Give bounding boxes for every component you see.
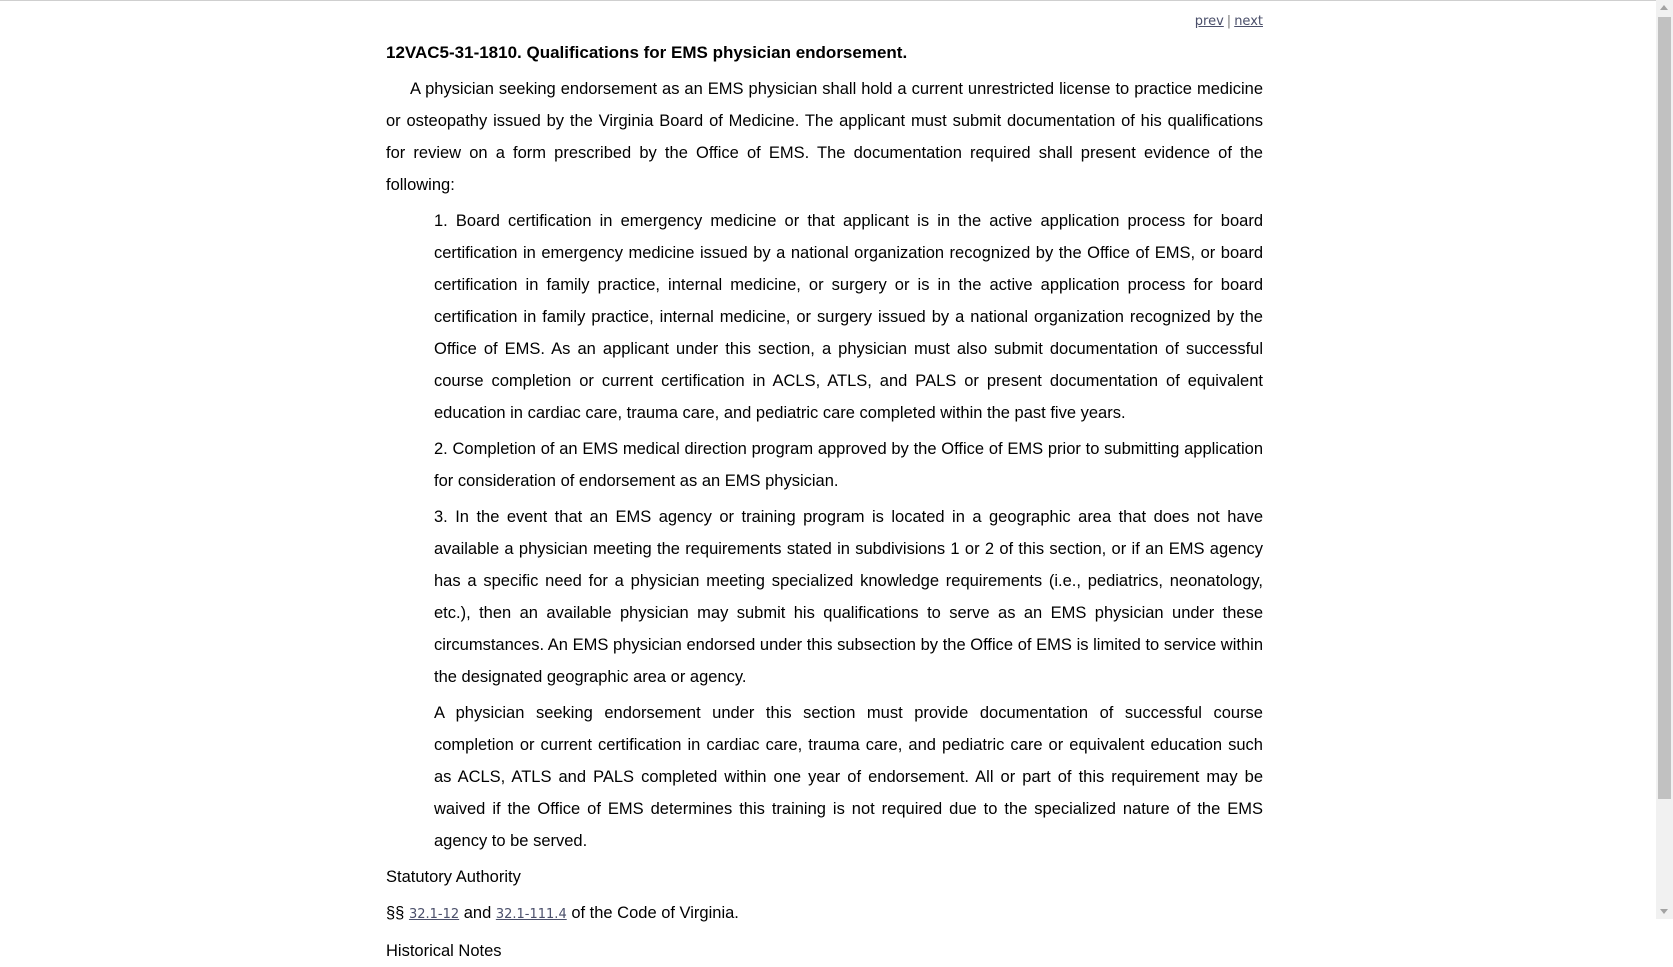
scroll-up-arrow-icon[interactable] [1660,5,1668,10]
code-link-32-1-111-4[interactable]: 32.1-111.4 [495,907,567,922]
section-intro: A physician seeking endorsement as an EMS physician shall hold a current unrestricted license to practice medicine or osteopathy issued by the Virginia Board of Medicine. The applicant must submit documentation of his qualifications for review on a form prescribed by the Office of EMS. The documentation required shall present evidence of the following: [386,80,1263,194]
regulation-content [386,12,1263,967]
citation-suffix: of the Code of Virginia. [571,904,739,922]
top-border [0,0,1673,1]
section-symbol: §§ [386,904,405,922]
pager-nav [386,12,1263,32]
requirement-note: A physician seeking endorsement under this section must provide documentation of successful course completion or current certification in cardiac care, trauma care, and pediatric care or equivalent education such as ACLS, ATLS and PALS completed within one year of endorsement. All or part of this requirement may be waived if the Office of EMS determines this training is not required due to the specialized nature of the EMS agency to be served. [434,704,1263,850]
citation-conjunction: and [463,904,492,922]
statutory-authority-citation [386,897,1263,931]
prev-link[interactable]: prev [1194,14,1224,29]
vertical-scrollbar[interactable] [1656,0,1673,919]
historical-notes-heading: Historical Notes [386,942,502,960]
section-title: 12VAC5-31-1810. Qualifications for EMS physician endorsement. [386,43,908,62]
requirement-item-1: 1. Board certification in emergency medicine or that applicant is in the active application process for board certification in emergency medicine issued by a national organization recognized by the Office of EMS, or board certification in family practice, internal medicine, or surgery or is in the active application process for board certification in family practice, internal medicine, or surgery issued by a national organization recognized by the Office of EMS. As an applicant under this section, a physician must also submit documentation of successful course completion or current certification in ACLS, ATLS, and PALS or present documentation of equivalent education in cardiac care, trauma care, and pediatric care completed within the past five years. [434,212,1263,422]
scrollbar-thumb[interactable] [1658,17,1671,799]
next-link[interactable]: next [1234,14,1263,29]
code-link-32-1-12[interactable]: 32.1-12 [408,907,460,922]
scroll-down-arrow-icon[interactable] [1660,909,1668,914]
requirement-item-2: 2. Completion of an EMS medical direction program approved by the Office of EMS prior to submitting application for consideration of endorsement as an EMS physician. [434,440,1263,490]
requirement-item-3: 3. In the event that an EMS agency or training program is located in a geographic area that does not have available a physician meeting the requirements stated in subdivisions 1 or 2 of this section, or if an EMS agency has a specific need for a physician meeting specialized knowledge requirements (i.e., pediatrics, neonatology, etc.), then an available physician may submit his qualifications to serve as an EMS physician under these circumstances. An EMS physician endorsed under this subsection by the Office of EMS is limited to service within the designated geographic area or agency. [434,508,1263,686]
requirements-list [434,205,1263,857]
statutory-authority-heading: Statutory Authority [386,868,521,886]
nav-separator: | [1226,14,1232,29]
